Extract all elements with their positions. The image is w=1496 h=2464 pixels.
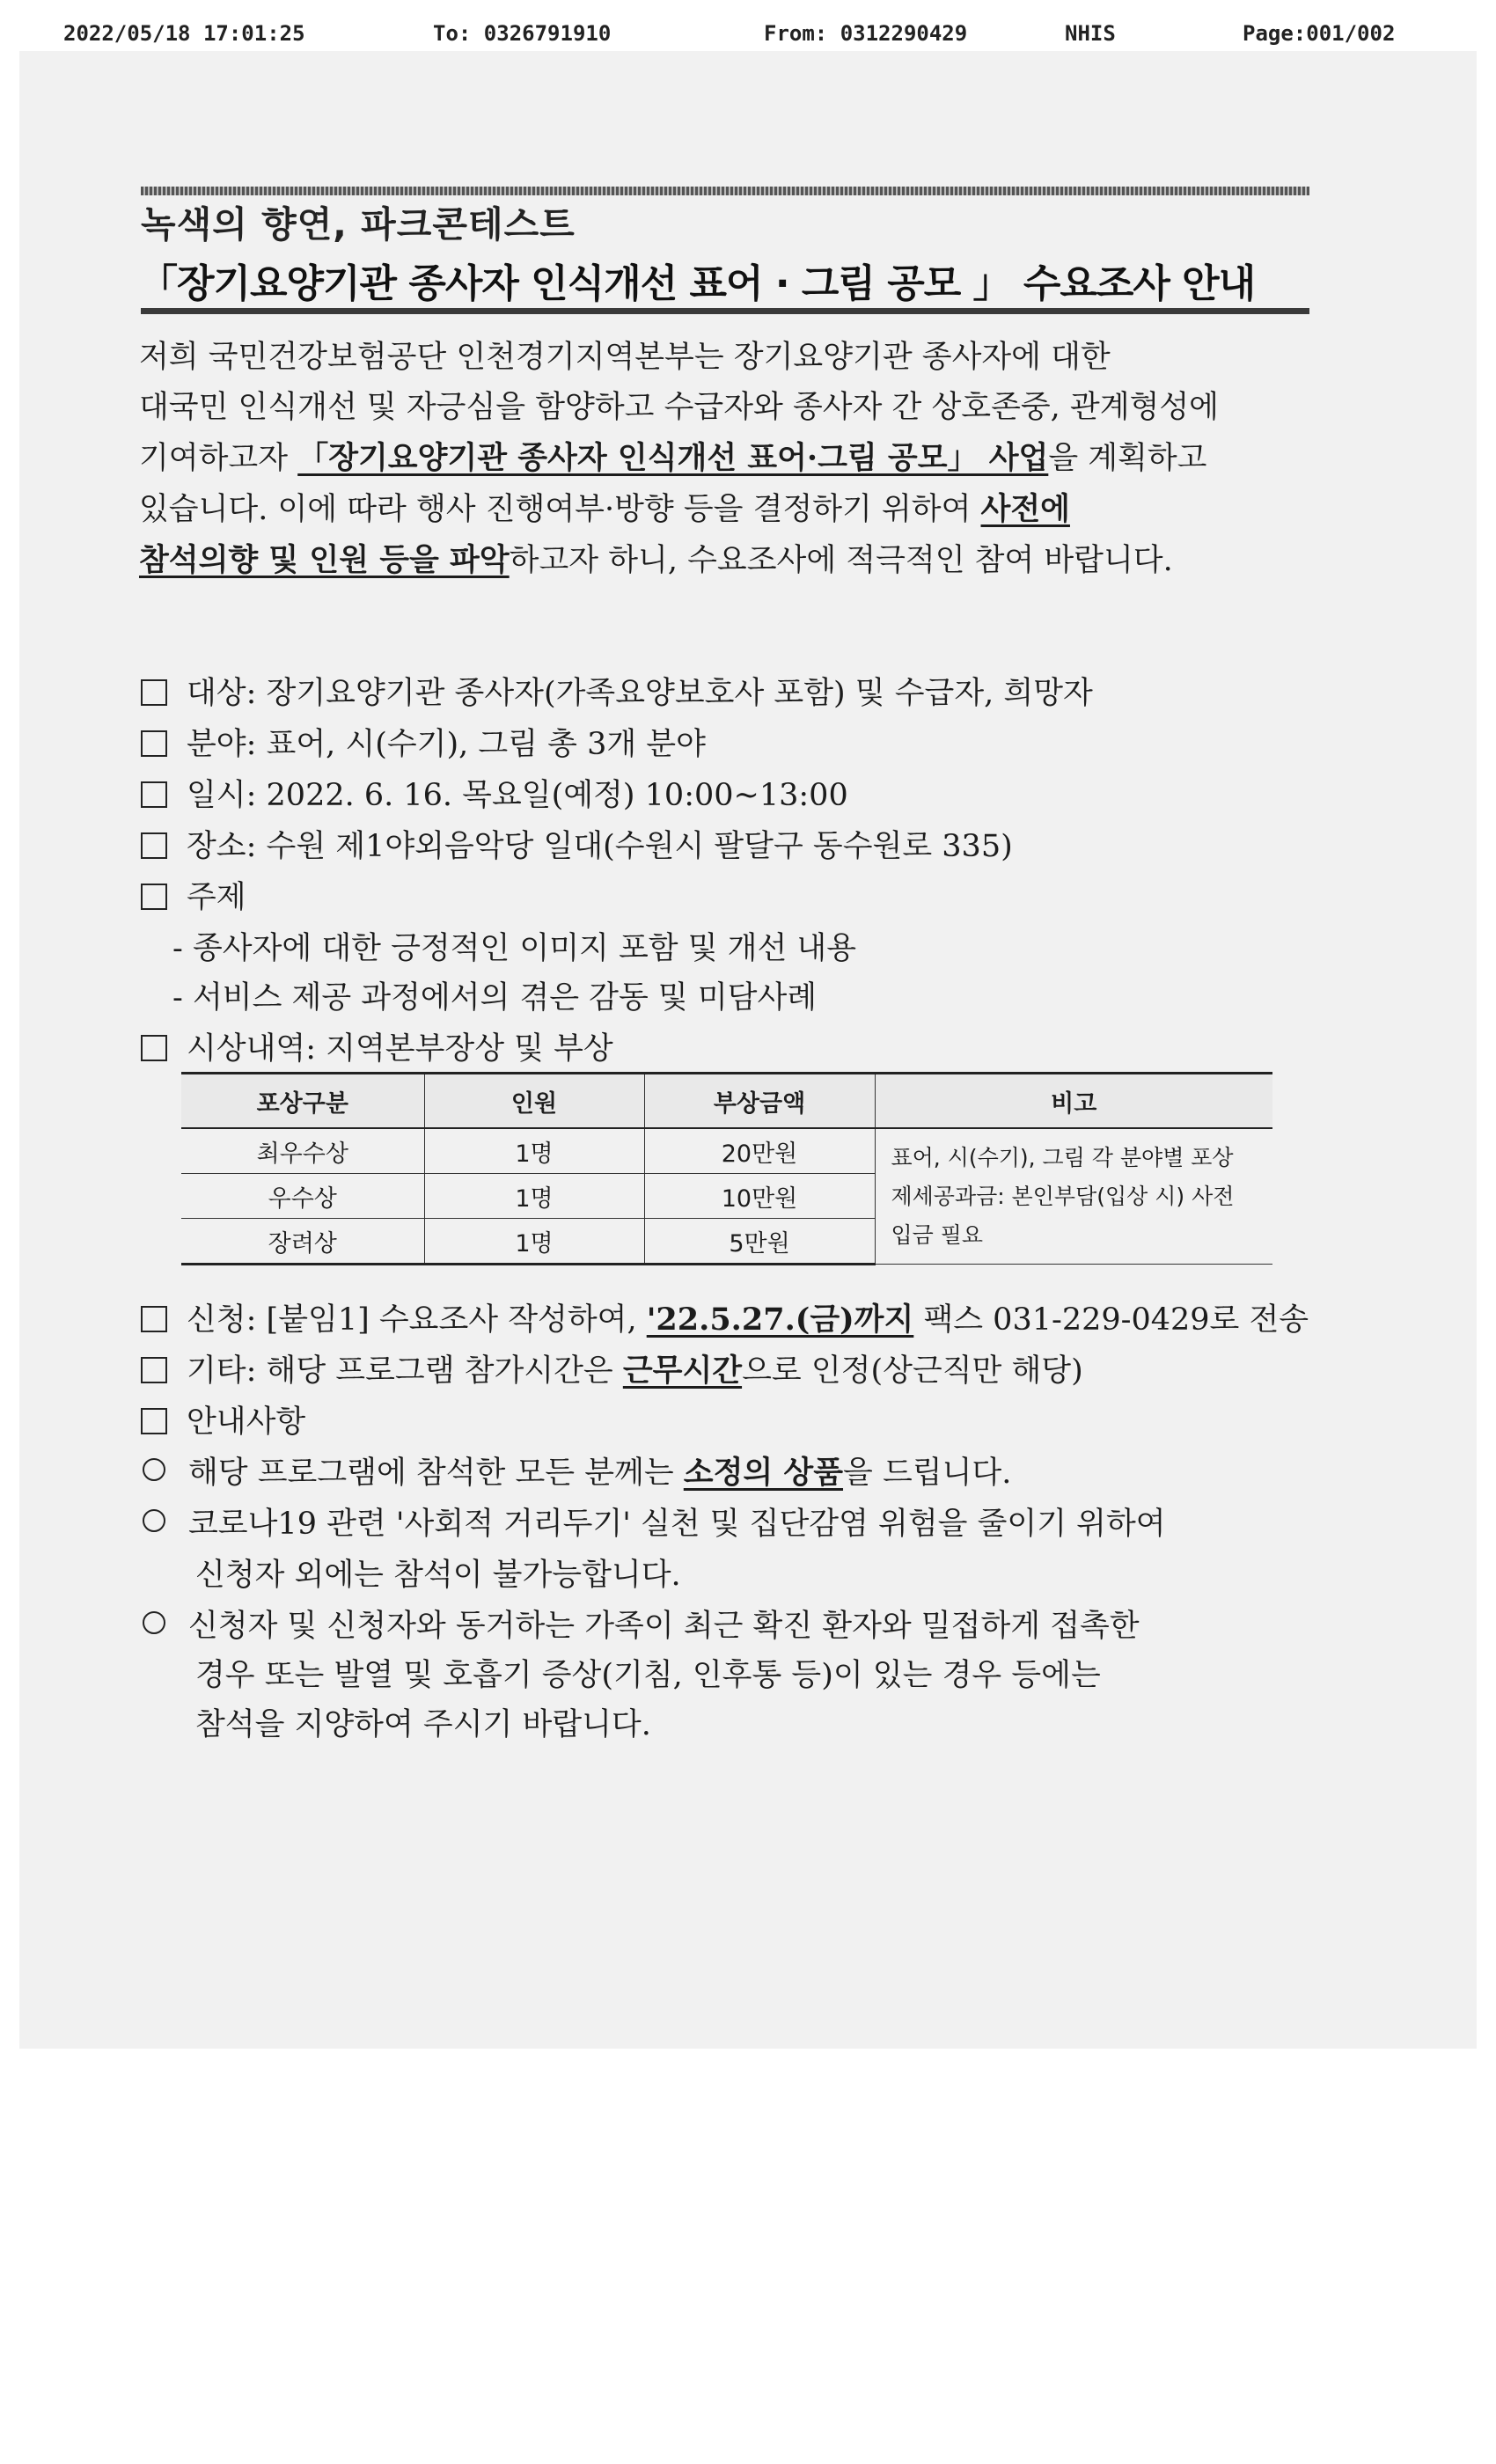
award-count: 1명 <box>424 1128 644 1174</box>
award-count: 1명 <box>424 1219 644 1265</box>
item-field <box>141 720 706 764</box>
item-text: 신청: [붙임1] 수요조사 작성하여, <box>187 1302 647 1338</box>
intro-line: 저희 국민건강보험공단 인천경기지역본부는 장기요양기관 종사자에 대한 <box>139 340 1111 375</box>
fax-page: Page:001/002 <box>1243 21 1396 46</box>
guide-note-continued: 참석을 지양하여 주시기 바랍니다. <box>195 1707 651 1742</box>
intro-line <box>139 535 1311 586</box>
emphasis-text: 사전에 <box>980 491 1070 527</box>
item-text: 기타: 해당 프로그램 참가시간은 <box>187 1353 623 1389</box>
guide-note <box>143 1500 1166 1544</box>
program-name: 「장기요양기관 종사자 인식개선 표어·그림 공모」 사업 <box>297 440 1049 476</box>
theme-detail: - 종사자에 대한 긍정적인 이미지 포함 및 개선 내용 <box>172 931 857 966</box>
column-header: 부상금액 <box>644 1074 875 1129</box>
deadline: '22.5.27.(금)까지 <box>646 1302 914 1338</box>
item-other <box>141 1346 1083 1390</box>
column-header: 포상구분 <box>181 1074 424 1129</box>
intro-text: 있습니다. 이에 따라 행사 진행여부·방향 등을 결정하기 위하여 <box>139 492 981 527</box>
fax-header <box>0 0 1496 62</box>
intro-text: 을 계획하고 <box>1048 441 1207 476</box>
note-text: 신청자 및 신청자와 동거하는 가족이 최근 확진 환자와 밀접하게 접촉한 <box>188 1609 1140 1644</box>
checkbox-icon <box>141 781 167 808</box>
checkbox-icon <box>141 1035 167 1061</box>
item-theme <box>141 873 246 917</box>
table-row <box>181 1128 1272 1174</box>
item-place <box>141 822 1013 866</box>
award-count: 1명 <box>424 1174 644 1219</box>
guide-note <box>143 1448 1011 1492</box>
intro-line: 대국민 인식개선 및 자긍심을 함양하고 수급자와 종사자 간 상호존중, 관계형성에 <box>139 390 1219 425</box>
award-type: 우수상 <box>181 1174 424 1219</box>
item-text: 분야: 표어, 시(수기), 그림 총 3개 분야 <box>187 727 706 762</box>
item-target <box>141 669 1093 713</box>
intro-paragraph <box>139 333 1311 586</box>
item-text: 일시: 2022. 6. 16. 목요일(예정) 10:00~13:00 <box>187 778 848 813</box>
circle-bullet-icon <box>143 1611 165 1634</box>
emphasis-text: 근무시간 <box>622 1353 743 1389</box>
intro-line <box>139 433 1311 484</box>
fax-org: NHIS <box>1065 21 1116 46</box>
checkbox-icon <box>141 1357 167 1383</box>
note-text: 코로나19 관련 '사회적 거리두기' 실천 및 집단감염 위험을 줄이기 위하여 <box>188 1507 1166 1542</box>
note-line: 표어, 시(수기), 그림 각 분야별 포상 <box>891 1144 1234 1170</box>
fax-datetime: 2022/05/18 17:01:25 <box>63 21 305 46</box>
award-amount: 10만원 <box>644 1174 875 1219</box>
item-text: 안내사항 <box>187 1404 306 1440</box>
guide-note <box>143 1602 1140 1646</box>
guide-note-continued: 경우 또는 발열 및 호흡기 증상(기침, 인후통 등)이 있는 경우 등에는 <box>195 1658 1101 1693</box>
item-text: 장소: 수원 제1야외음악당 일대(수원시 팔달구 동수원로 335) <box>187 829 1013 864</box>
award-type: 최우수상 <box>181 1128 424 1174</box>
checkbox-icon <box>141 832 167 859</box>
item-guide <box>141 1397 305 1441</box>
note-text: 을 드립니다. <box>843 1456 1012 1491</box>
note-line: 입금 필요 <box>891 1221 984 1248</box>
item-text: 시상내역: 지역본부장상 및 부상 <box>187 1031 613 1067</box>
document-subtitle: 녹색의 향연, 파크콘테스트 <box>141 203 576 246</box>
checkbox-icon <box>141 730 167 757</box>
fax-to: To: 0326791910 <box>433 21 612 46</box>
award-type: 장려상 <box>181 1219 424 1265</box>
intro-line <box>139 484 1311 535</box>
column-header: 비고 <box>875 1074 1272 1129</box>
note-text: 해당 프로그램에 참석한 모든 분께는 <box>188 1456 684 1491</box>
item-text: 팩스 031-229-0429로 전송 <box>913 1302 1309 1338</box>
intro-text: 기여하고자 <box>139 441 298 476</box>
checkbox-icon <box>141 1306 167 1332</box>
item-text: 주제 <box>187 880 246 915</box>
fax-from: From: 0312290429 <box>764 21 968 46</box>
column-header: 인원 <box>424 1074 644 1129</box>
checkbox-icon <box>141 1408 167 1434</box>
award-note <box>875 1128 1272 1265</box>
title-divider <box>141 308 1309 314</box>
document-title: 「장기요양기관 종사자 인식개선 표어 · 그림 공모 」 수요조사 안내 <box>139 261 1256 306</box>
item-text: 으로 인정(상근직만 해당) <box>742 1353 1083 1389</box>
item-text: 대상: 장기요양기관 종사자(가족요양보호사 포함) 및 수급자, 희망자 <box>187 676 1093 711</box>
emphasis-text: 참석의향 및 인원 등을 파악 <box>139 542 510 578</box>
award-amount: 20만원 <box>644 1128 875 1174</box>
theme-detail: - 서비스 제공 과정에서의 겪은 감동 및 미담사례 <box>172 980 818 1016</box>
circle-bullet-icon <box>143 1458 165 1481</box>
table-header-row <box>181 1074 1272 1129</box>
checkbox-icon <box>141 679 167 706</box>
guide-note-continued: 신청자 외에는 참석이 불가능합니다. <box>195 1558 681 1593</box>
award-table <box>181 1072 1272 1265</box>
emphasis-text: 소정의 상품 <box>683 1455 844 1491</box>
item-apply <box>141 1295 1309 1339</box>
circle-bullet-icon <box>143 1509 165 1532</box>
award-amount: 5만원 <box>644 1219 875 1265</box>
top-divider <box>141 187 1309 195</box>
checkbox-icon <box>141 884 167 910</box>
item-date <box>141 771 848 815</box>
item-prize <box>141 1024 613 1068</box>
intro-text: 하고자 하니, 수요조사에 적극적인 참여 바랍니다. <box>509 543 1173 578</box>
note-line: 제세공과금: 본인부담(입상 시) 사전 <box>891 1183 1235 1209</box>
